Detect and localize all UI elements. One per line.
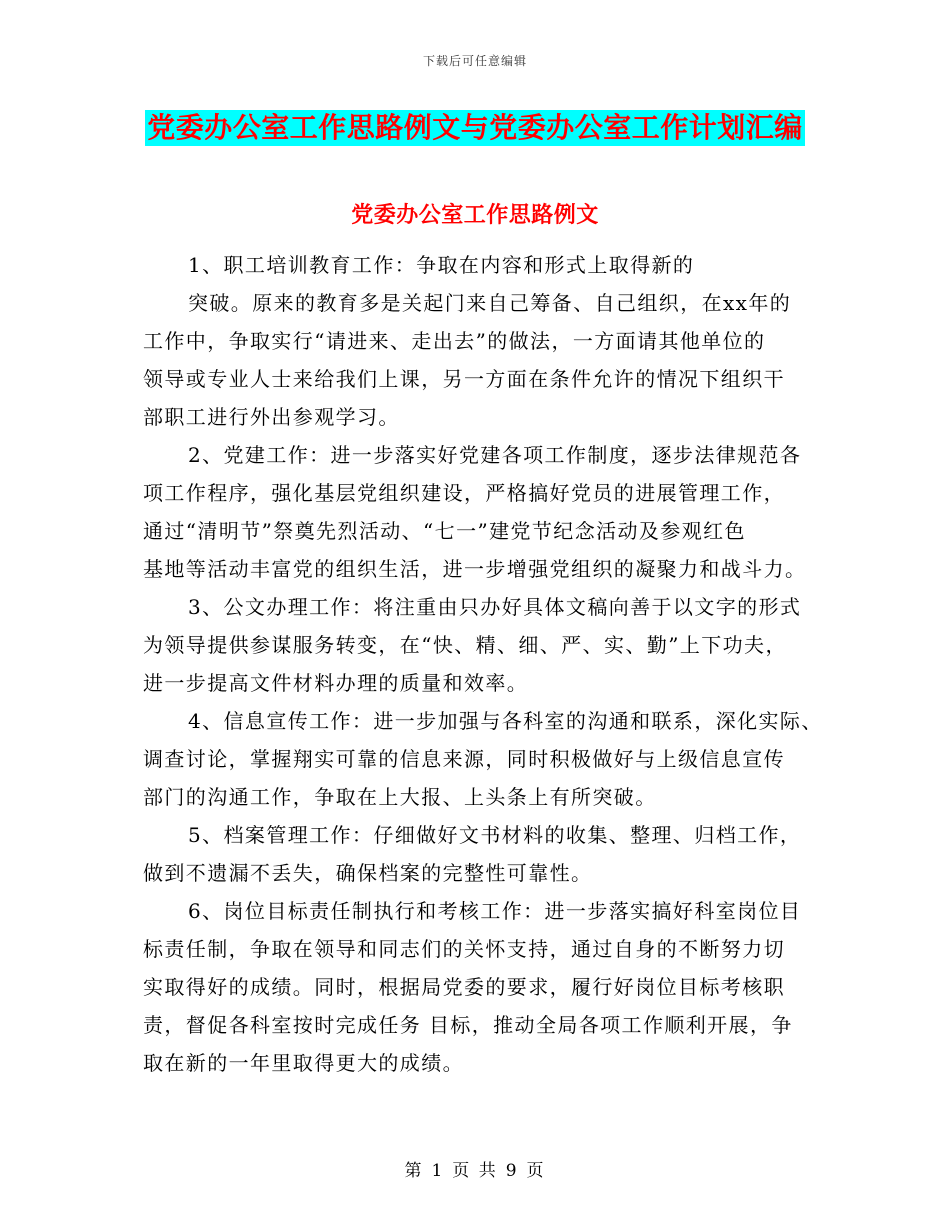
paragraph-line: 责，督促各科室按时完成任务 目标，推动全局各项工作顺利开展，争 [143, 1013, 793, 1037]
paragraph-line: 实取得好的成绩。同时，根据局党委的要求，履行好岗位目标考核职 [143, 975, 785, 999]
footer-total-pages: 9 [505, 1161, 519, 1181]
paragraph-line: 工作中，争取实行“请进来、走出去”的做法，一方面请其他单位的 [143, 329, 766, 353]
footer-suffix: 页 [526, 1161, 546, 1181]
paragraph-line: 部门的沟通工作，争取在上大报、上头条上有所突破。 [143, 785, 657, 809]
paragraph-line: 标责任制，争取在领导和同志们的关怀支持，通过自身的不断努力切 [143, 937, 785, 961]
page-footer [0, 1156, 950, 1181]
paragraph-line: 5、档案管理工作：仔细做好文书材料的收集、整理、归档工作， [188, 823, 802, 847]
paragraph-line: 做到不遗漏不丢失，确保档案的完整性可靠性。 [143, 861, 593, 885]
main-title-container [0, 110, 950, 146]
paragraph-line: 2、党建工作：进一步落实好党建各项工作制度，逐步法律规范各 [188, 443, 802, 467]
footer-middle: 页 共 [452, 1161, 498, 1181]
paragraph-line: 突破。原来的教育多是关起门来自己筹备、自己组织，在xx年的 [188, 291, 792, 315]
paragraph-line: 3、公文办理工作：将注重由只办好具体文稿向善于以文字的形式 [188, 595, 802, 619]
paragraph-line: 1、职工培训教育工作：争取在内容和形式上取得新的 [188, 253, 695, 277]
paragraph-line: 6、岗位目标责任制执行和考核工作：进一步落实搞好科室岗位目 [188, 899, 802, 923]
paragraph-line: 4、信息宣传工作：进一步加强与各科室的沟通和联系，深化实际、 [188, 709, 823, 733]
footer-prefix: 第 [404, 1161, 424, 1181]
header-note: 下载后可任意编辑 [422, 54, 527, 68]
paragraph-line: 进一步提高文件材料办理的质量和效率。 [143, 671, 529, 695]
paragraph-line: 领导或专业人士来给我们上课，另一方面在条件允许的情况下组织干 [143, 367, 785, 391]
footer-page-number: 1 [431, 1161, 445, 1181]
paragraph-line: 基地等活动丰富党的组织生活，进一步增强党组织的凝聚力和战斗力。 [143, 557, 807, 581]
paragraph-line: 项工作程序，强化基层党组织建设，严格搞好党员的进展管理工作， [143, 481, 785, 505]
paragraph-line: 部职工进行外出参观学习。 [143, 405, 400, 429]
paragraph-line: 为领导提供参谋服务转变，在“快、精、细、严、实、勤”上下功夫， [143, 633, 787, 657]
paragraph-line: 调查讨论，掌握翔实可靠的信息来源，同时积极做好与上级信息宣传 [143, 747, 785, 771]
paragraph-line: 通过“清明节”祭奠先烈活动、“七一”建党节纪念活动及参观红色 [143, 519, 746, 543]
section-title: 党委办公室工作思路例文 [351, 202, 599, 228]
paragraph-line: 取在新的一年里取得更大的成绩。 [143, 1051, 464, 1075]
main-title: 党委办公室工作思路例文与党委办公室工作计划汇编 [147, 111, 803, 144]
